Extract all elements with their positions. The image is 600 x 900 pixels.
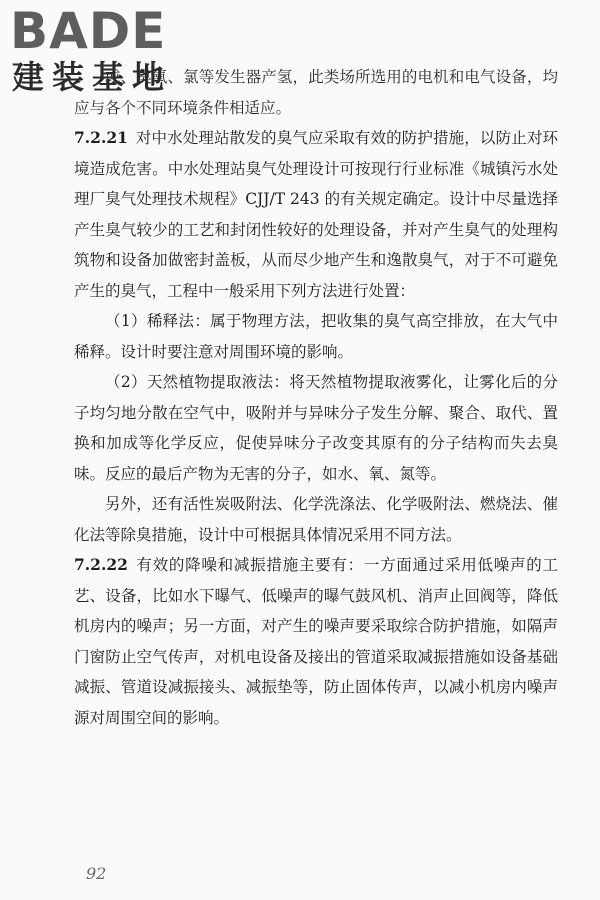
page-number: 92 [86,864,107,883]
paragraph-text: （2）天然植物提取液法：将天然植物提取液雾化，让雾化后的分子均匀地分散在空气中，吸附并与异味分子发生分解、聚合、取代、置换和加成等化学反应，促使异味分子改变其原有的分子结构而失去臭味。反应的最后产物为无害的分子，如水、氧、氮等。 [74,373,558,483]
paragraph-continuation [74,62,558,123]
clause-number: 7.2.22 [74,555,128,574]
other-methods [74,489,558,550]
method-dilution [74,306,558,367]
clause-number: 7.2.21 [74,128,128,147]
paragraph-text: 另外，还有活性炭吸附法、化学洗涤法、化学吸附法、燃烧法、催化法等除臭措施，设计中可根据具体情况采用不同方法。 [74,495,558,544]
method-plant-extract [74,367,558,489]
clause-text: 对中水处理站散发的臭气应采取有效的防护措施，以防止对环境造成危害。中水处理站臭气处理设计可按现行行业标准《城镇污水处理厂臭气处理技术规程》CJJ/T 243 的有关规定确定。设计中尽量选择产生臭气较少的工艺和封闭性较好的处理设备，并对产生臭气的处理构筑物和设备加做密封盖板，从而尽少地产生和逸散臭气，对于不可避免产生的臭气，工程中一般采用下列方法进行处置： [74,129,558,300]
clause-7-2-22 [74,550,558,733]
clause-text: 有效的降噪和减振措施主要有：一方面通过采用低噪声的工艺、设备，比如水下曝气、低噪声的曝气鼓风机、消声止回阀等，降低机房内的噪声；另一方面，对产生的噪声要采取综合防护措施，如隔声门窗防止空气传声，对机电设备及接出的管道采取减振措施如设备基础减振、管道设减振接头、减振垫等，防止固体传声，以减小机房内噪声源对周围空间的影响。 [74,556,558,727]
logo-brand: BADE [10,2,167,60]
clause-7-2-21 [74,123,558,306]
logo-subtitle: 建装基地 [12,58,173,96]
paragraph-text: 或、臭氧、氯等发生器产氢，此类场所选用的电机和电气设备，均应与各个不同环境条件相适应。 [74,68,558,117]
paragraph-text: （1）稀释法：属于物理方法，把收集的臭气高空排放，在大气中稀释。设计时要注意对周围环境的影响。 [74,312,558,361]
page-body [74,62,558,733]
